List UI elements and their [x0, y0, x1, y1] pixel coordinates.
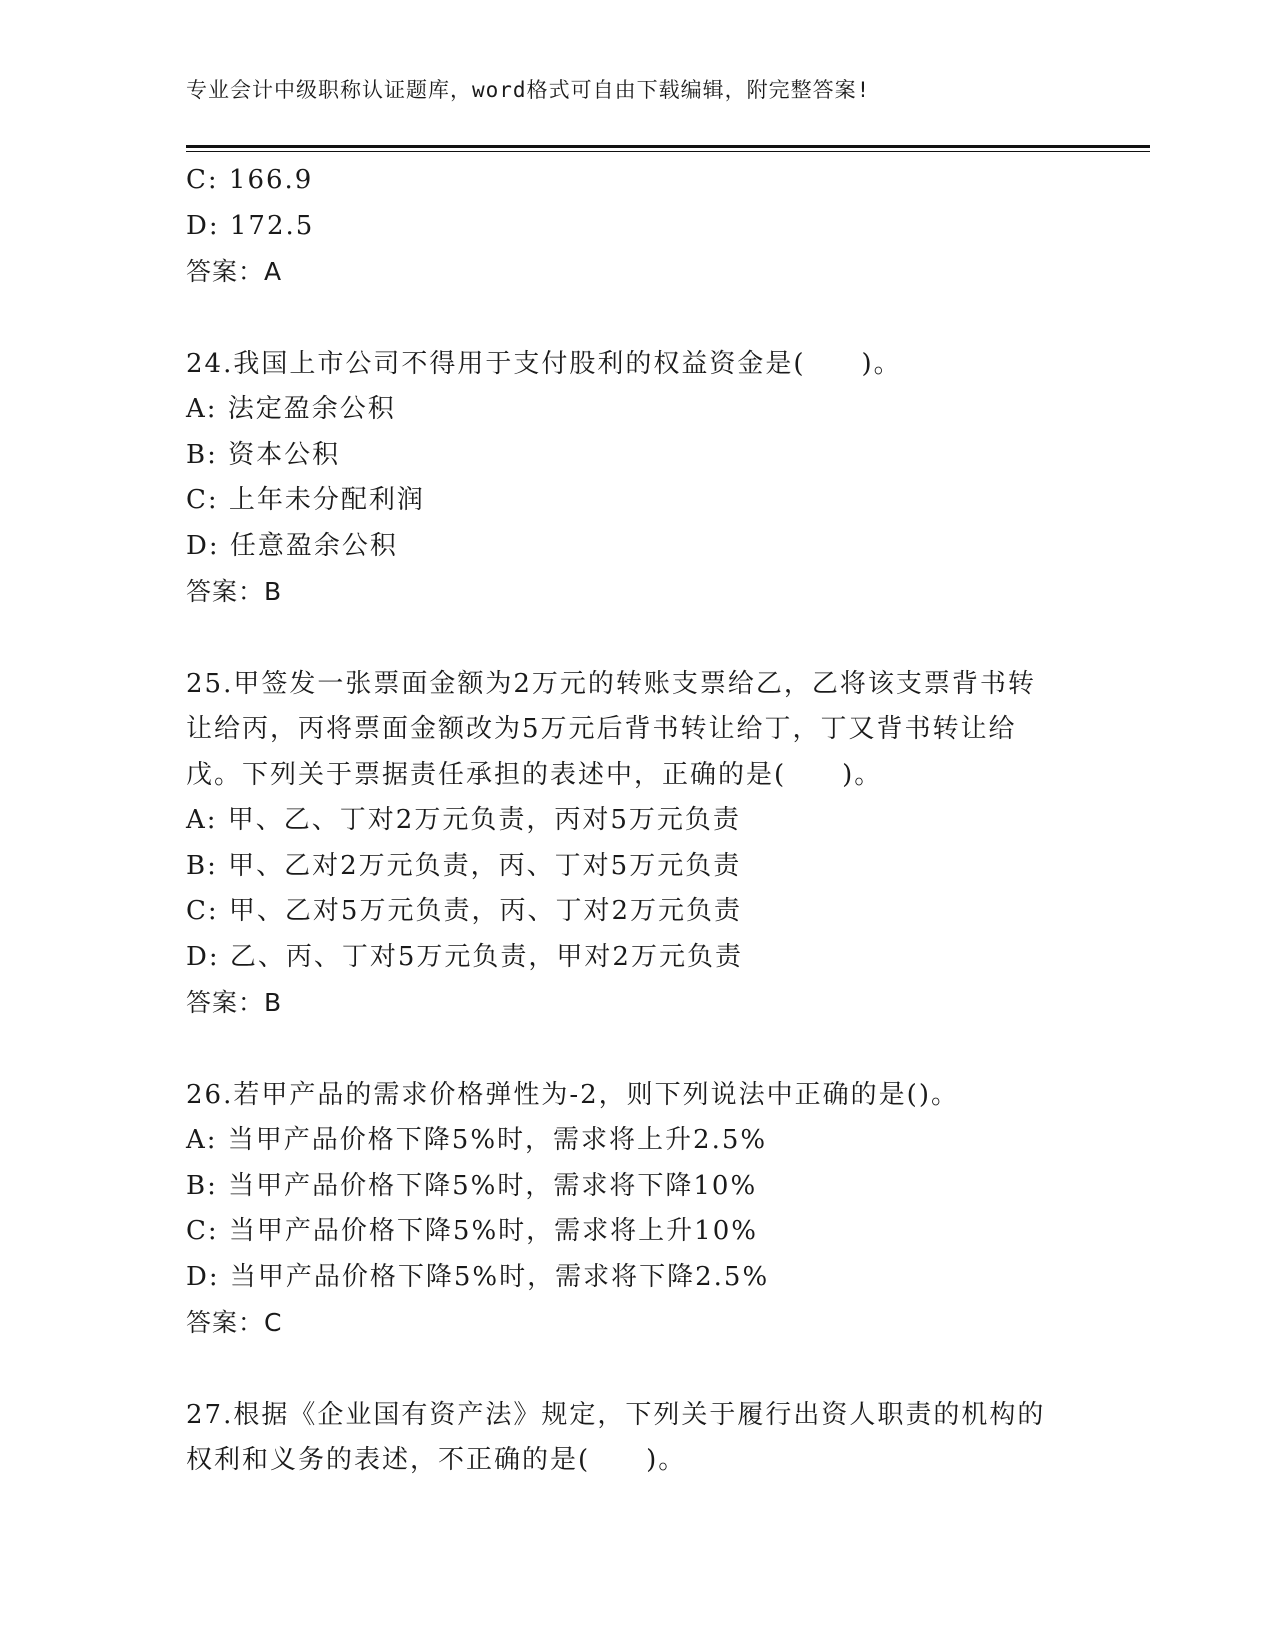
question-block-24: [186, 342, 1106, 615]
question-stem: 戊。下列关于票据责任承担的表述中，正确的是( )。: [186, 759, 883, 790]
option-d: D: 当甲产品价格下降5%时，需求将下降2.5%: [186, 1261, 770, 1292]
page-header: 专业会计中级职称认证题库，word格式可自由下载编辑，附完整答案!: [186, 78, 871, 102]
question-block-25: [186, 662, 1106, 1026]
question-block-prev: [186, 158, 1106, 295]
option-b: B: 资本公积: [186, 439, 341, 470]
option-a: A: 甲、乙、丁对2万元负责，丙对5万元负责: [186, 805, 741, 835]
option-c: C: 上年未分配利润: [186, 485, 425, 515]
option-b: B: 当甲产品价格下降5%时，需求将下降10%: [186, 1170, 758, 1201]
question-stem: 让给丙，丙将票面金额改为5万元后背书转让给丁，丁又背书转让给: [186, 714, 1017, 744]
question-stem: 26.若甲产品的需求价格弹性为-2，则下列说法中正确的是()。: [186, 1079, 959, 1110]
option-d: D: 任意盈余公积: [186, 530, 398, 561]
option-a: A: 当甲产品价格下降5%时，需求将上升2.5%: [186, 1125, 768, 1155]
answer-line: 答案：A: [186, 257, 283, 286]
option-c: C: 甲、乙对5万元负责，丙、丁对2万元负责: [186, 896, 743, 926]
option-a: A: 法定盈余公积: [186, 394, 396, 424]
question-stem: 27.根据《企业国有资产法》规定，下列关于履行出资人职责的机构的: [186, 1399, 1046, 1430]
spacer: [186, 1026, 1106, 1073]
spacer: [186, 295, 1106, 342]
answer-line: 答案：C: [186, 1308, 283, 1337]
header-rule-thick: [186, 145, 1150, 148]
option-d: D: 172.5: [186, 210, 315, 241]
question-stem: 权利和义务的表述，不正确的是( )。: [186, 1445, 687, 1475]
option-b: B: 甲、乙对2万元负责，丙、丁对5万元负责: [186, 850, 742, 881]
header-rule-thin: [186, 151, 1150, 152]
answer-line: 答案：B: [186, 577, 283, 606]
answer-line: 答案：B: [186, 988, 283, 1017]
question-block-27: [186, 1393, 1106, 1484]
spacer: [186, 615, 1106, 662]
question-stem: 24.我国上市公司不得用于支付股利的权益资金是( )。: [186, 348, 902, 379]
option-c: C: 166.9: [186, 165, 314, 195]
question-block-26: [186, 1073, 1106, 1346]
spacer: [186, 1346, 1106, 1393]
question-stem: 25.甲签发一张票面金额为2万元的转账支票给乙，乙将该支票背书转: [186, 668, 1036, 699]
option-c: C: 当甲产品价格下降5%时，需求将上升10%: [186, 1216, 758, 1246]
option-d: D: 乙、丙、丁对5万元负责，甲对2万元负责: [186, 941, 743, 972]
document-body: [186, 158, 1106, 1484]
